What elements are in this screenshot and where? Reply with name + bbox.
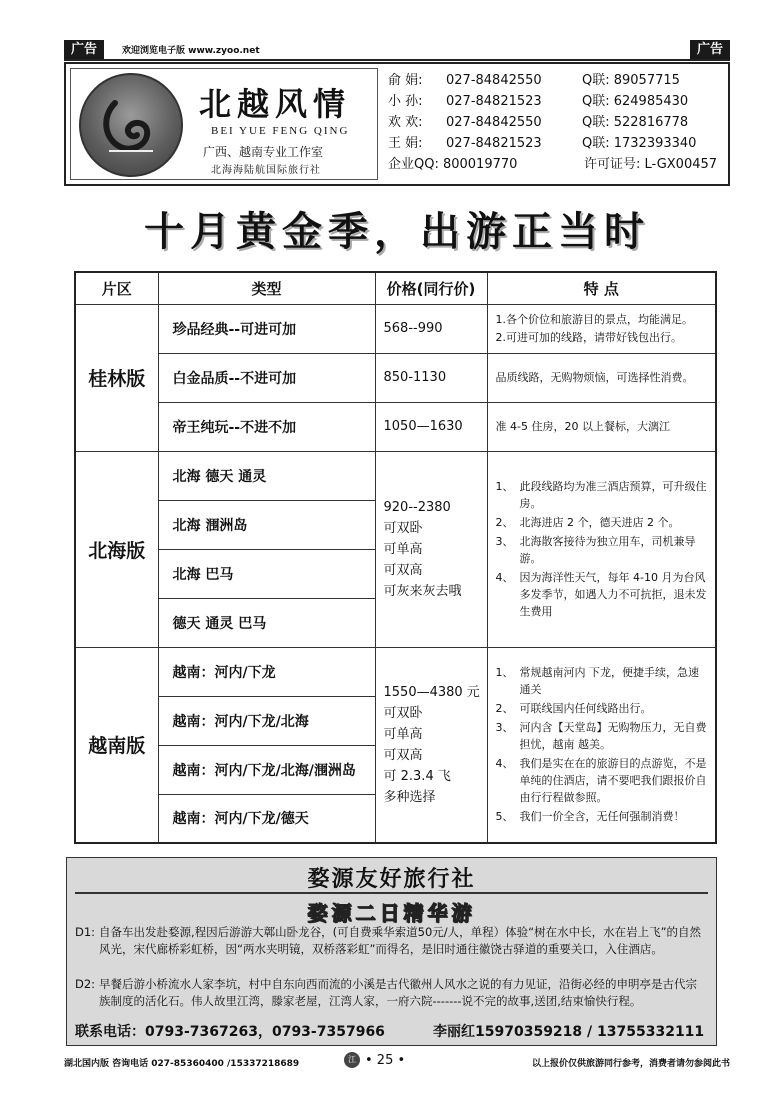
tour-feature: 准 4-5 住房，20 以上餐标，大漓江 [487, 402, 716, 451]
item-number: 3、 [495, 535, 514, 548]
price-line: 可 2.3.4 飞 [383, 768, 451, 784]
footer-right: 以上报价仅供旅游同行参考，消费者请勿参阅此书 [531, 1059, 730, 1069]
table-row [75, 402, 716, 451]
agency-name: 婺源友好旅行社 [307, 867, 476, 892]
list-item [496, 569, 716, 620]
tour-type: 越南：河内/下龙/德天 [158, 794, 375, 843]
agency-phones: 联系电话：0793-7367263，0793-7357966 [75, 1024, 385, 1040]
header-type: 类型 [158, 272, 375, 304]
logo-subtitle: 广西、越南专业工作室 [203, 145, 324, 159]
item-number: 1、 [495, 480, 514, 493]
footer-left: 湖北国内版 咨询电话 027-85360400 /15337218689 [64, 1059, 300, 1069]
logo-title: 北越风情 [199, 85, 352, 123]
tour-type: 北海 德天 通灵 [158, 451, 375, 500]
top-bar [64, 40, 730, 60]
table-header-row [75, 272, 716, 304]
day-text: 早餐后游小桥流水人家李坑，村中自东向西而流的小溪是古代徽州人风水之说的有力见证，沿街必经的申明亭是古代宗族制度的活化石。伟人故里江湾，滕家老屋，江湾人家，一府六院-------说不完的故事,送团,结束愉快行程。 [99, 977, 697, 1008]
tour-type: 越南：河内/下龙/北海/涠洲岛 [158, 745, 375, 794]
price-line: 可双高 [383, 747, 423, 763]
item-number: 2、 [495, 702, 514, 716]
tour-type: 北海 巴马 [158, 549, 375, 598]
header-feature: 特 点 [487, 272, 716, 304]
region-vietnam: 越南版 [75, 647, 158, 843]
logo-box [70, 68, 378, 180]
item-number: 5、 [495, 810, 514, 824]
tour-type: 白金品质--不进可加 [158, 353, 375, 402]
contact-phone: 027-84842550 [446, 115, 542, 130]
item-number: 2、 [495, 516, 514, 529]
list-item [496, 533, 716, 567]
contact-phone: 027-84821523 [446, 94, 542, 109]
feature-list [496, 664, 716, 825]
agency-advert [66, 857, 717, 1046]
day-label: D2: [75, 977, 96, 991]
contact-row [388, 112, 728, 133]
item-text: 河内含【天堂岛】无购物压力，无自费担忧，越南 越美。 [519, 721, 707, 752]
table-row [75, 353, 716, 402]
list-item [496, 514, 716, 531]
price-line: 可双高 [383, 562, 423, 578]
item-text: 因为海洋性天气，每年 4-10 月为台风多发季节，如遇人力不可抗拒，退未发生费用 [519, 571, 707, 618]
item-text: 我们一价全含，无任何强制消费！ [519, 810, 685, 824]
price-line: 920--2380 [383, 499, 451, 515]
agency-contact-person: 李丽红15970359218 / 13755332111 [433, 1024, 705, 1040]
item-number: 3、 [495, 721, 514, 735]
price-line: 可双卧 [383, 705, 423, 721]
list-item [496, 664, 716, 698]
contact-name: 小 孙: [388, 94, 423, 109]
header-price: 价格(同行价) [375, 272, 487, 304]
list-item [496, 808, 716, 825]
list-item [496, 719, 716, 753]
logo-agency: 北海海陆航国际旅行社 [211, 165, 321, 176]
item-text: 此段线路均为准三酒店预算，可升级住房。 [519, 480, 707, 510]
table-row [75, 451, 716, 500]
tour-price-table [74, 271, 717, 844]
tour-type: 越南：河内/下龙/北海 [158, 696, 375, 745]
contact-qq: Q联: 1732393340 [582, 136, 697, 151]
tour-feature: 1.各个价位和旅游目的景点，均能满足。 2.可进可加的线路，请带好钱包出行。 [487, 304, 716, 353]
tour-feature: 品质线路，无购物烦恼，可选择性消费。 [487, 353, 716, 402]
contact-qq: Q联: 89057715 [582, 73, 680, 88]
welcome-text: 欢迎浏览电子版 www.zyoo.net [122, 46, 260, 56]
ad-tag-left: 广告 [64, 40, 104, 60]
headline: 十月黄金季，出游正当时 [144, 209, 650, 255]
price-line: 可双卧 [383, 520, 423, 536]
license-number: 许可证号: L-GX00457 [584, 157, 718, 172]
price-line: 可灰来灰去哦 [383, 583, 462, 599]
contact-qq: Q联: 522816778 [582, 115, 689, 130]
day-text: 自备车出发赴婺源,程因后游游大鄣山卧龙谷，(可自费乘华索道50元/人，单程）体验“树在水中长，水在岩上飞”的自然风光，宋代廊桥彩虹桥，因“两水夹明镜，双桥落彩虹”而得名，是旧时通往徽饶古驿道的重要关口，入住酒店。 [99, 925, 702, 956]
item-number: 4、 [495, 757, 514, 771]
price-line: 多种选择 [383, 789, 436, 805]
top-divider [64, 59, 730, 61]
item-text: 可联线国内任何线路出行。 [519, 702, 652, 716]
page-number-text: • 25 • [365, 1052, 406, 1068]
header-region: 片区 [75, 272, 158, 304]
contact-name: 俞 娟: [388, 73, 423, 88]
item-text: 我们是实在在的旅游目的点游览，不是单纯的住酒店，请不要吧我们跟报价自由行行程做参照。 [519, 757, 707, 805]
ad-tag-right: 广告 [690, 40, 730, 60]
contact-row [388, 70, 728, 91]
price-line: 可单高 [383, 726, 423, 742]
advert-header [64, 62, 730, 186]
list-item [496, 700, 716, 717]
company-qq: 企业QQ: 800019770 [388, 157, 518, 172]
tour-price: 850-1130 [375, 353, 487, 402]
region-beihai: 北海版 [75, 451, 158, 647]
contact-name: 欢 欢: [388, 115, 423, 130]
price-line: 可单高 [383, 541, 423, 557]
contact-phone: 027-84842550 [446, 73, 542, 88]
page-number [344, 1052, 405, 1068]
item-number: 1、 [495, 666, 514, 680]
table-row [75, 647, 716, 696]
tour-price-vietnam [375, 647, 487, 843]
contact-phone: 027-84821523 [446, 136, 542, 151]
table-row [75, 304, 716, 353]
contact-qq: Q联: 624985430 [582, 94, 689, 109]
day-label: D1: [75, 925, 96, 939]
tour-type: 越南：河内/下龙 [158, 647, 375, 696]
logo-emblem-icon [79, 73, 183, 177]
contact-row [388, 133, 728, 154]
tour-price: 1050—1630 [375, 402, 487, 451]
item-number: 4、 [495, 571, 514, 584]
item-text: 北海进店 2 个，德天进店 2 个。 [519, 516, 680, 529]
agency-contact [75, 1021, 710, 1041]
tour-feature-vietnam [487, 647, 716, 843]
tour-price-beihai [375, 451, 487, 647]
page-footer [64, 1052, 730, 1072]
logo-english: BEI YUE FENG QING [211, 125, 350, 137]
agency-divider [75, 892, 708, 894]
contact-list [388, 70, 728, 175]
agency-tour-title: 婺源二日精华游 [307, 901, 476, 925]
item-text: 常规越南河内 下龙，便捷手续，急速通关 [519, 666, 699, 697]
region-guilin: 桂林版 [75, 304, 158, 451]
itinerary-day-2 [75, 976, 708, 1010]
company-info-row [388, 154, 728, 175]
tour-type: 珍品经典--可进可加 [158, 304, 375, 353]
feature-list [496, 478, 716, 620]
contact-row [388, 91, 728, 112]
tour-type: 帝王纯玩--不进不加 [158, 402, 375, 451]
list-item [496, 478, 716, 512]
price-line: 1550—4380 元 [383, 684, 480, 700]
contact-name: 王 娟: [388, 136, 423, 151]
tour-price: 568--990 [375, 304, 487, 353]
tour-type: 德天 通灵 巴马 [158, 598, 375, 647]
tour-feature-beihai [487, 451, 716, 647]
tour-type: 北海 涠洲岛 [158, 500, 375, 549]
item-text: 北海散客接待为独立用车，司机兼导游。 [519, 535, 696, 565]
list-item [496, 755, 716, 806]
itinerary-day-1 [75, 924, 708, 958]
section-badge-icon: 江 [344, 1052, 360, 1068]
